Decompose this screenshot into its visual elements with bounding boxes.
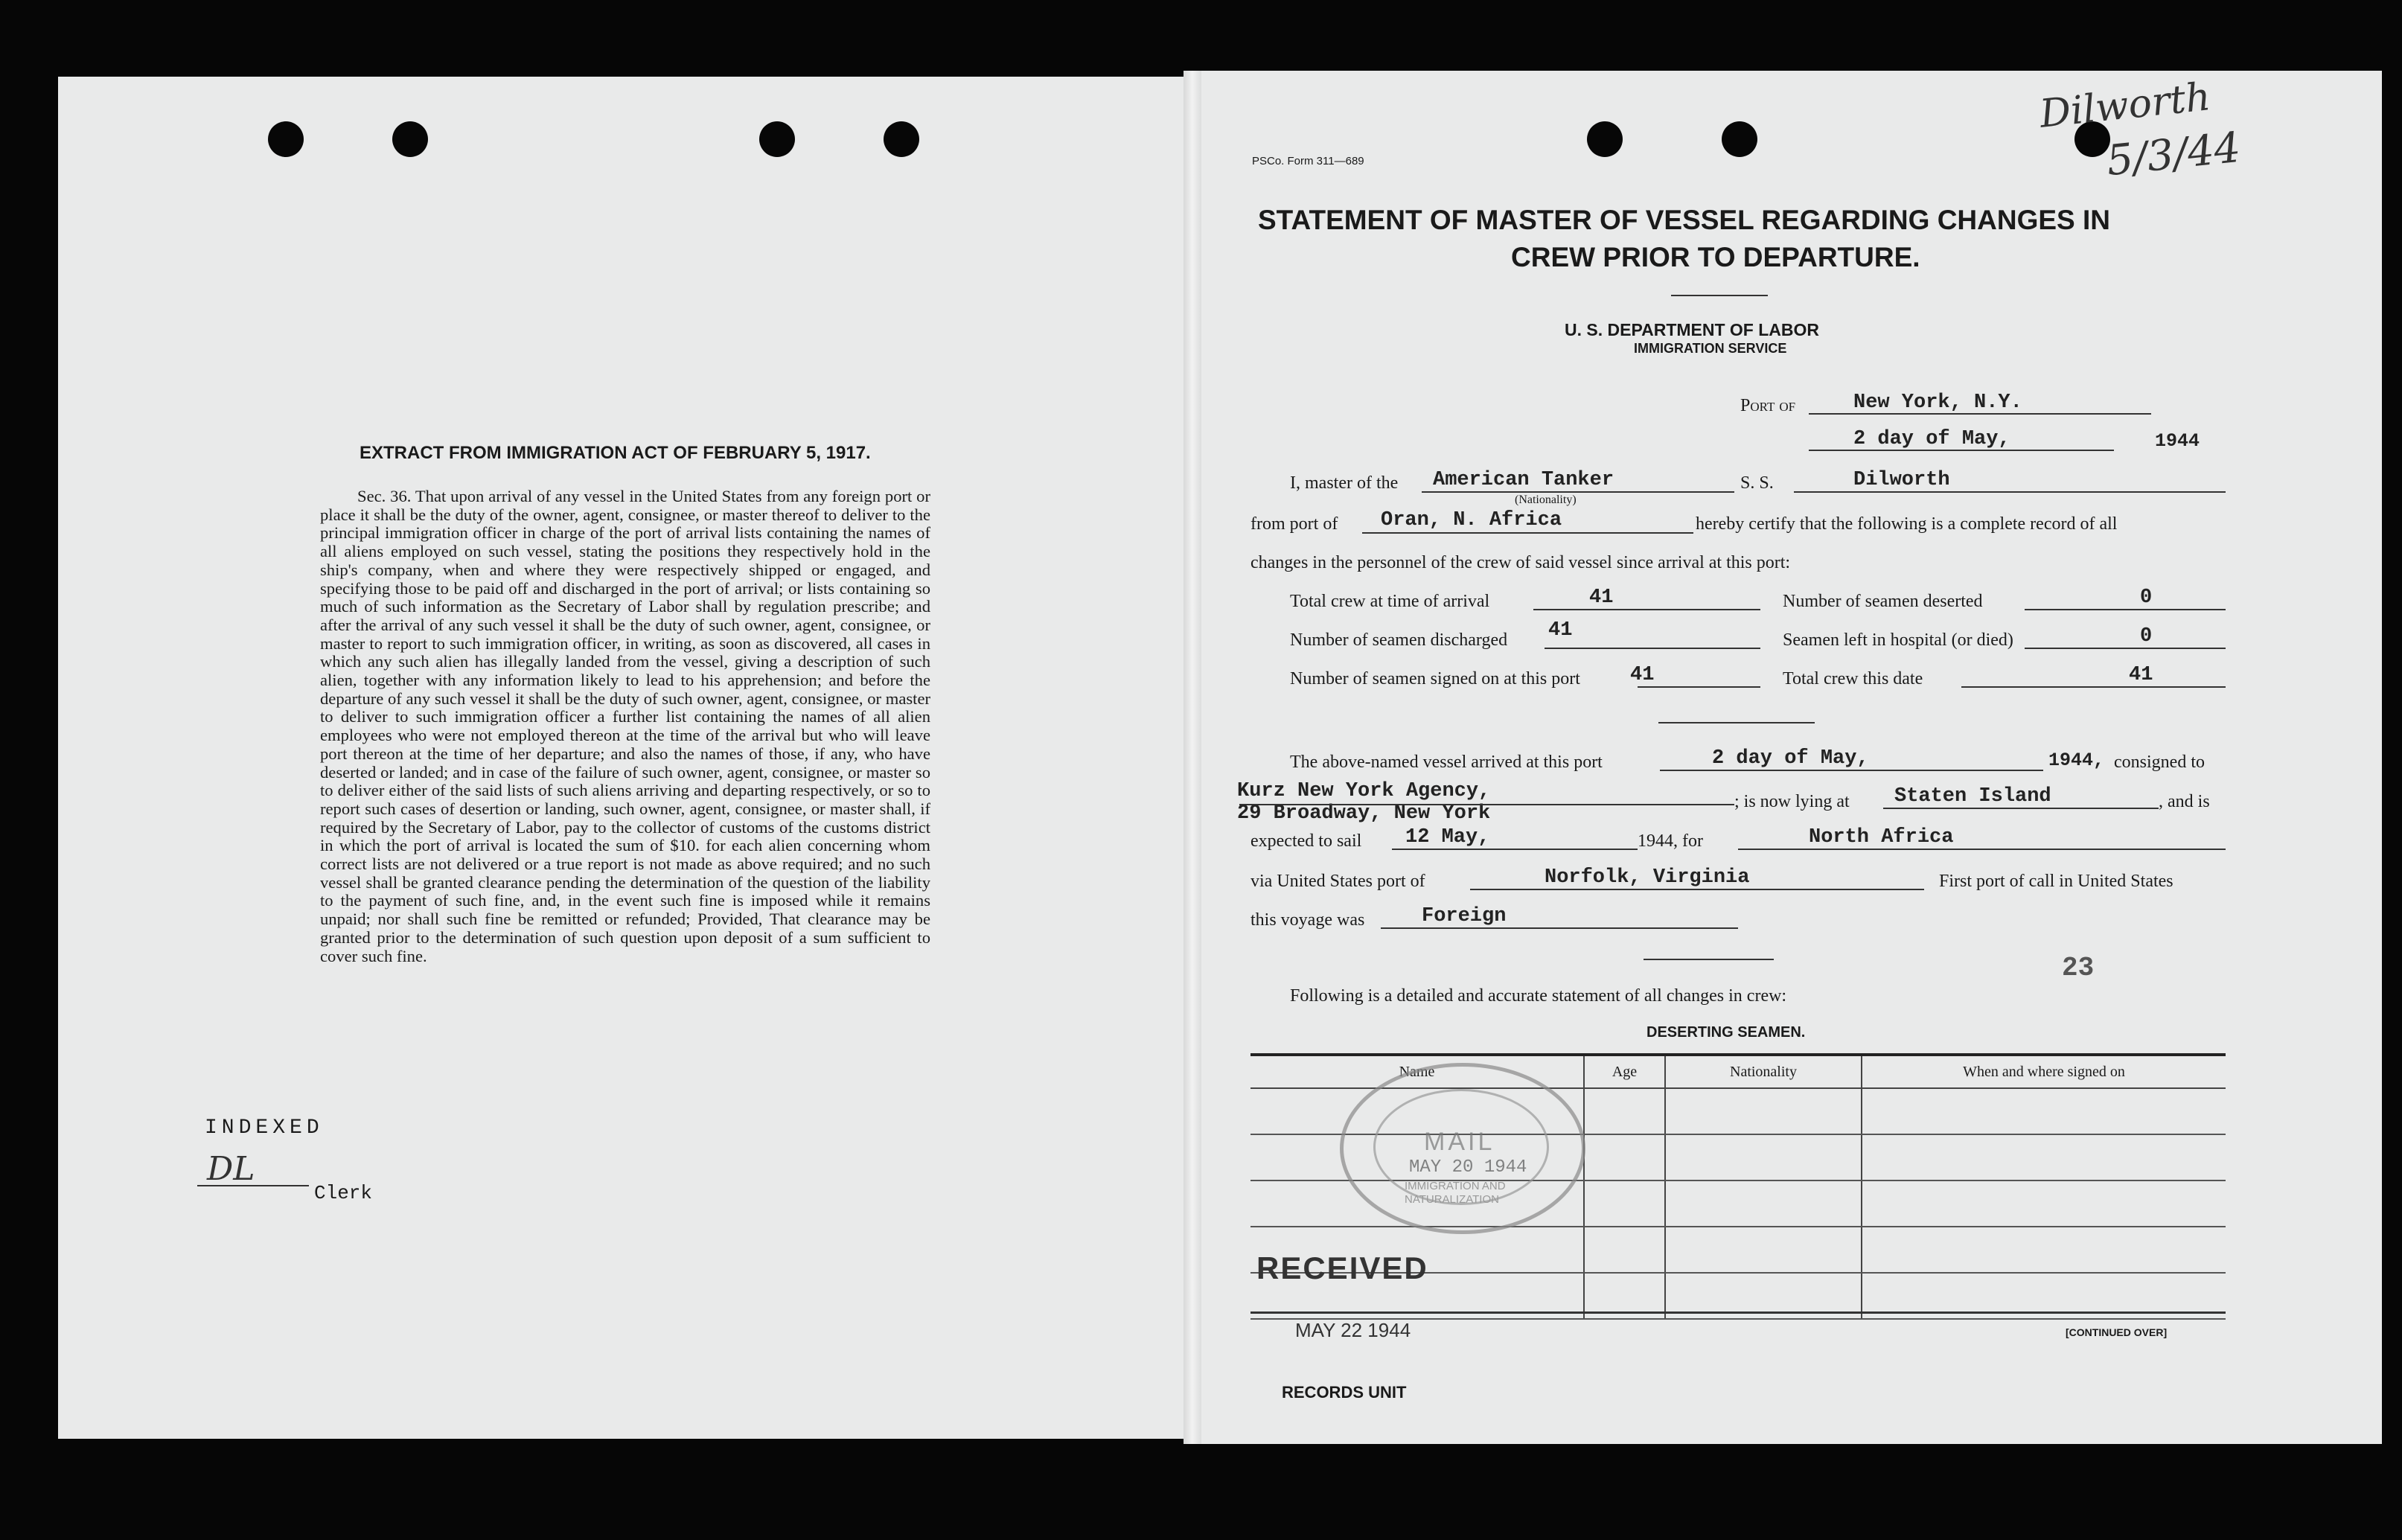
stat-line — [1545, 648, 1760, 649]
consigned-label: consigned to — [2114, 753, 2205, 772]
total-crew-arrival-value: 41 — [1589, 587, 1614, 609]
date-line — [1809, 450, 2114, 451]
nationality-value: American Tanker — [1433, 469, 1614, 491]
arrived-line — [1660, 770, 2043, 771]
divider — [1671, 295, 1768, 296]
changes-text: changes in the personnel of the crew of said vessel since arrival at this port: — [1250, 553, 1791, 572]
clerk-label: Clerk — [314, 1182, 373, 1204]
divider — [1658, 722, 1815, 723]
vessel-line — [1794, 491, 2226, 493]
voyage-line — [1381, 927, 1738, 929]
stamp-mail: MAIL — [1424, 1128, 1495, 1156]
sail-line — [1392, 849, 1638, 850]
form-title-line2: CREW PRIOR TO DEPARTURE. — [1511, 242, 1920, 272]
port-label: Port of — [1740, 396, 1796, 415]
stamp-line4: NATURALIZATION — [1405, 1193, 1499, 1206]
stat-line — [2025, 648, 2226, 649]
certify-text: hereby certify that the following is a complete record of all — [1696, 514, 2118, 534]
port-value: New York, N.Y. — [1853, 392, 2022, 414]
punch-hole — [884, 121, 919, 157]
deserting-heading: DESERTING SEAMEN. — [1646, 1024, 1806, 1041]
total-crew-date-value: 41 — [2129, 664, 2153, 686]
sail-year: 1944, for — [1638, 831, 1703, 851]
consignee-line — [1239, 804, 1734, 805]
seamen-discharged-label: Number of seamen discharged — [1290, 630, 1508, 650]
left-hospital-value: 0 — [2140, 625, 2153, 648]
sail-label: expected to sail — [1250, 831, 1362, 851]
department-name: U. S. DEPARTMENT OF LABOR — [1565, 320, 1820, 339]
page-number: 23 — [2062, 953, 2095, 983]
lying-label: ; is now lying at — [1734, 792, 1850, 811]
arrived-year: 1944, — [2048, 750, 2105, 771]
total-crew-arrival-label: Total crew at time of arrival — [1290, 592, 1490, 611]
section-text: Sec. 36. That upon arrival of any vessel in the United States from any foreign port or place it shall be the duty of the owner, agent, consignee, or master thereof to deliver to the principal immigration officer in charge of the port of arrival lists containing the names of all aliens employed on such vessel, stating the positions they respectively hold in the ship's company, when and where they were respectively shipped or engaged, and specifying those to be paid off and discharged in the port of arrival; or lists containing so much of such information as the Secretary of Labor shall by regulation prescribe; and after the arrival of any such vessel it shall be the duty of such owner, agent, consignee, or master to report to such immigration officer, in writing, as soon as discovered, all cases in which any such alien has illegally landed from the vessel, giving a description of such alien, together with any information likely to lead to his apprehension; and before the departure of any such vessel it shall be the duty of such owner, agent, consignee, or master to deliver to such immigration officer a further list containing the names of all alien employees who were not employed thereon at the time of the arrival but who will leave port thereon at the time of her departure; and also the names of those, if any, who have deserted or landed; and in case of the failure of such owner, agent, consignee, or master so to deliver either of the said lists of such aliens arriving and departing respectively, or so to report such cases of desertion or landing, such owner, agent, consignee, or master shall, if required by the Secretary of Labor, pay to the collector of customs of the customs district in which the port of arrival is located the sum of $10. for each alien concerning whom correct lists are not delivered or a true report is not made as above required; and no such vessel shall be granted clearance pending the determination of the question of the liability to the payment of such fine, and, in the event such fine is imposed while it remains unpaid; nor shall such fine be remitted or refunded; Provided, That clearance may be granted prior to the determination of such question upon deposit of a sum sufficient to cover such fine. — [320, 487, 930, 965]
seamen-discharged-value: 41 — [1548, 619, 1573, 642]
col-nationality: Nationality — [1665, 1055, 1862, 1088]
stat-line — [1961, 686, 2226, 688]
from-port-line — [1362, 532, 1693, 534]
mail-postmark-stamp — [1340, 1063, 1585, 1234]
vessel-name: Dilworth — [1853, 469, 1950, 491]
via-value: Norfolk, Virginia — [1545, 866, 1750, 889]
first-port-label: First port of call in United States — [1939, 872, 2173, 891]
signed-on-label: Number of seamen signed on at this port — [1290, 669, 1580, 688]
destination-line — [1738, 849, 2226, 850]
indexed-stamp: INDEXED — [205, 1116, 324, 1140]
stat-line — [1638, 686, 1760, 688]
col-name: Name — [1250, 1055, 1584, 1088]
form-number: PSCo. Form 311—689 — [1252, 155, 1364, 167]
handwritten-vessel-note: Dilworth — [2037, 74, 2213, 137]
and-is-label: , and is — [2159, 792, 2210, 811]
continued-over: [CONTINUED OVER] — [2066, 1326, 2168, 1338]
arrived-label: The above-named vessel arrived at this port — [1290, 753, 1603, 772]
col-signed-on: When and where signed on — [1862, 1055, 2226, 1088]
voyage-value: Foreign — [1422, 905, 1507, 927]
following-text: Following is a detailed and accurate statement of all changes in crew: — [1290, 986, 1787, 1006]
punch-hole — [1587, 121, 1623, 157]
destination-value: North Africa — [1809, 826, 1954, 849]
lying-line — [1883, 808, 2159, 809]
extract-title: EXTRACT FROM IMMIGRATION ACT OF FEBRUARY 5, 1917. — [360, 443, 871, 463]
service-name: IMMIGRATION SERVICE — [1634, 341, 1787, 356]
extract-section-36 — [320, 488, 930, 965]
stamp-date: MAY 20 1944 — [1409, 1157, 1527, 1178]
punch-hole — [1722, 121, 1757, 157]
seamen-deserted-value: 0 — [2140, 587, 2153, 609]
seamen-deserted-label: Number of seamen deserted — [1783, 592, 1983, 611]
via-line — [1470, 889, 1924, 890]
nationality-line — [1422, 491, 1734, 493]
from-port-label: from port of — [1250, 514, 1338, 534]
stamp-line3: IMMIGRATION AND — [1405, 1180, 1506, 1192]
total-crew-date-label: Total crew this date — [1783, 669, 1923, 688]
lying-value: Staten Island — [1894, 785, 2051, 808]
stat-line — [1533, 609, 1760, 610]
punch-hole — [268, 121, 304, 157]
port-line — [1809, 413, 2151, 415]
sail-value: 12 May, — [1405, 826, 1490, 849]
consignee-line1: Kurz New York Agency, — [1237, 780, 1491, 802]
ss-label: S. S. — [1740, 473, 1774, 493]
punch-hole — [759, 121, 795, 157]
handwritten-date-note: 5/3/44 — [2104, 123, 2243, 186]
clerk-initials: DL — [207, 1150, 255, 1188]
voyage-label: this voyage was — [1250, 910, 1365, 930]
date-year: 1944 — [2155, 430, 2200, 452]
from-port-value: Oran, N. Africa — [1381, 509, 1562, 531]
arrived-value: 2 day of May, — [1712, 747, 1869, 770]
clerk-line — [197, 1185, 309, 1186]
consignee-line2: 29 Broadway, New York — [1237, 802, 1491, 825]
signed-on-value: 41 — [1630, 664, 1655, 686]
received-stamp: RECEIVED — [1256, 1250, 1428, 1285]
received-date: MAY 22 1944 — [1295, 1319, 1411, 1341]
punch-hole — [392, 121, 428, 157]
master-label: I, master of the — [1290, 473, 1399, 493]
date-value: 2 day of May, — [1853, 428, 2010, 450]
form-title-line1: STATEMENT OF MASTER OF VESSEL REGARDING CHANGES IN — [1258, 205, 2111, 235]
col-age: Age — [1584, 1055, 1665, 1088]
bottom-rule — [1250, 1311, 2226, 1314]
divider — [1644, 959, 1774, 960]
nationality-caption: (Nationality) — [1515, 493, 1577, 506]
page-fold — [1184, 71, 1201, 1444]
stat-line — [2025, 609, 2226, 610]
left-hospital-label: Seamen left in hospital (or died) — [1783, 630, 2013, 650]
records-unit: RECORDS UNIT — [1282, 1383, 1407, 1402]
via-label: via United States port of — [1250, 872, 1425, 891]
